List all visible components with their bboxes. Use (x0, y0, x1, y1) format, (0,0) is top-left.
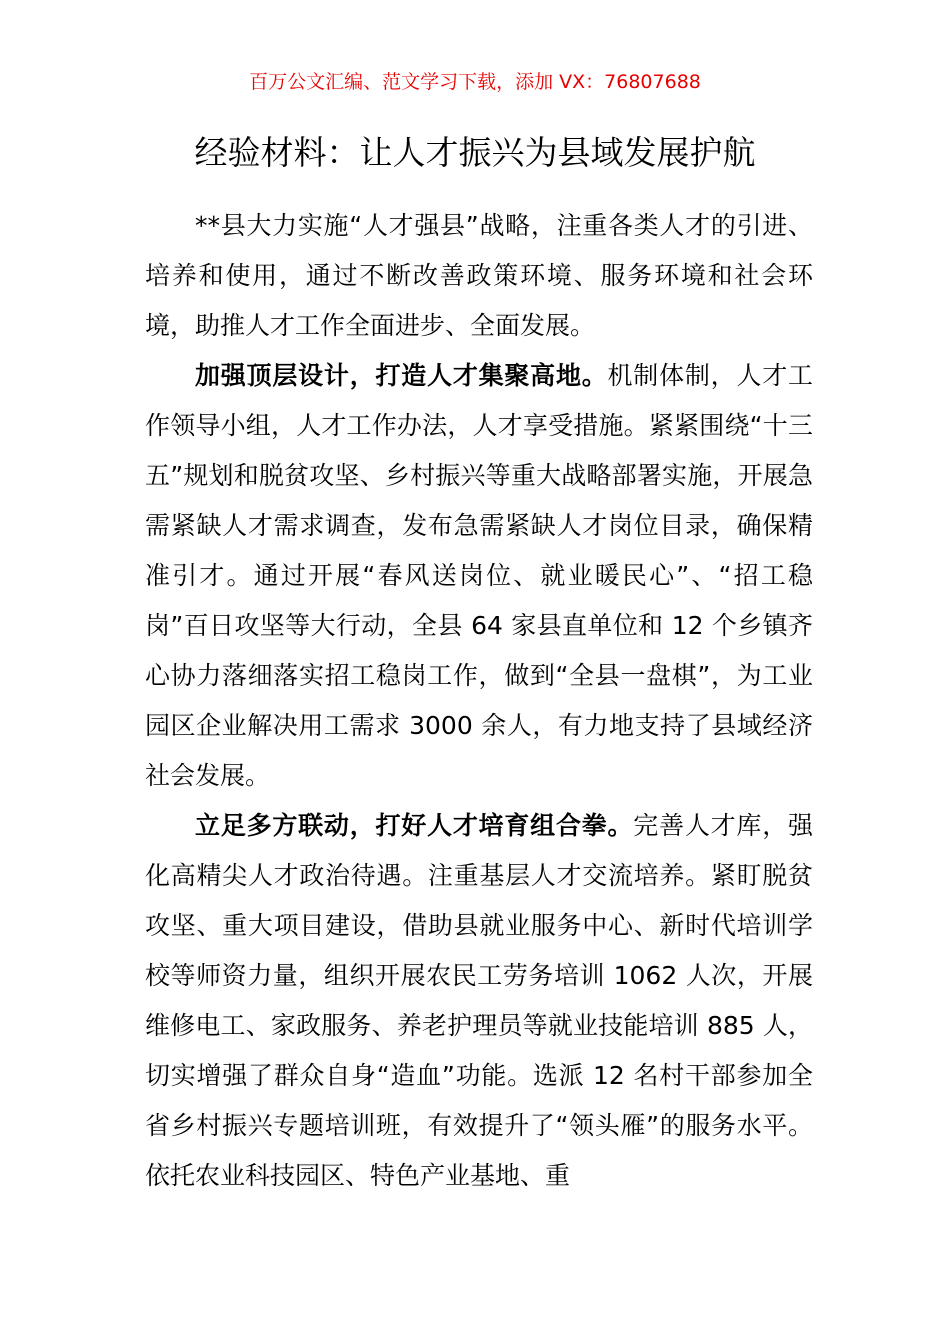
header-note: 百万公文汇编、范文学习下载，添加 VX：76807688 (249, 71, 701, 93)
page-title: 经验材料：让人才振兴为县域发展护航 (194, 133, 756, 172)
paragraph-lead: 立足多方联动，打好人才培育组合拳。 (195, 811, 634, 840)
paragraph-intro (145, 201, 813, 351)
paragraph-text: **县大力实施“人才强县”战略，注重各类人才的引进、培养和使用，通过不断改善政策环境、服务环境和社会环境，助推人才工作全面进步、全面发展。 (145, 211, 813, 340)
paragraph-lead: 加强顶层设计，打造人才集聚高地。 (195, 361, 608, 390)
paragraph-text: 机制体制，人才工作领导小组，人才工作办法，人才享受措施。紧紧围绕“十三五”规划和脱贫攻坚、乡村振兴等重大战略部署实施，开展急需紧缺人才需求调查，发布急需紧缺人才岗位目录，确保精准引才。通过开展“春风送岗位、就业暖民心”、“招工稳岗”百日攻坚等大行动，全县 64 家县直单位和 12 个乡镇齐心协力落细落实招工稳岗工作，做到“全县一盘棋”，为工业园区企业解决用工需求 3000 余人，有力地支持了县域经济社会发展。 (145, 361, 813, 790)
paragraph-top-level-design (145, 351, 813, 801)
document-body (145, 201, 813, 1201)
paragraph-talent-training (145, 801, 813, 1201)
paragraph-text: 完善人才库，强化高精尖人才政治待遇。注重基层人才交流培养。紧盯脱贫攻坚、重大项目建设，借助县就业服务中心、新时代培训学校等师资力量，组织开展农民工劳务培训 1062 人次，开展维修电工、家政服务、养老护理员等就业技能培训 885 人，切实增强了群众自身“造血”功能。选派 12 名村干部参加全省乡村振兴专题培训班，有效提升了“领头雁”的服务水平。依托农业科技园区、特色产业基地、重 (145, 811, 813, 1190)
